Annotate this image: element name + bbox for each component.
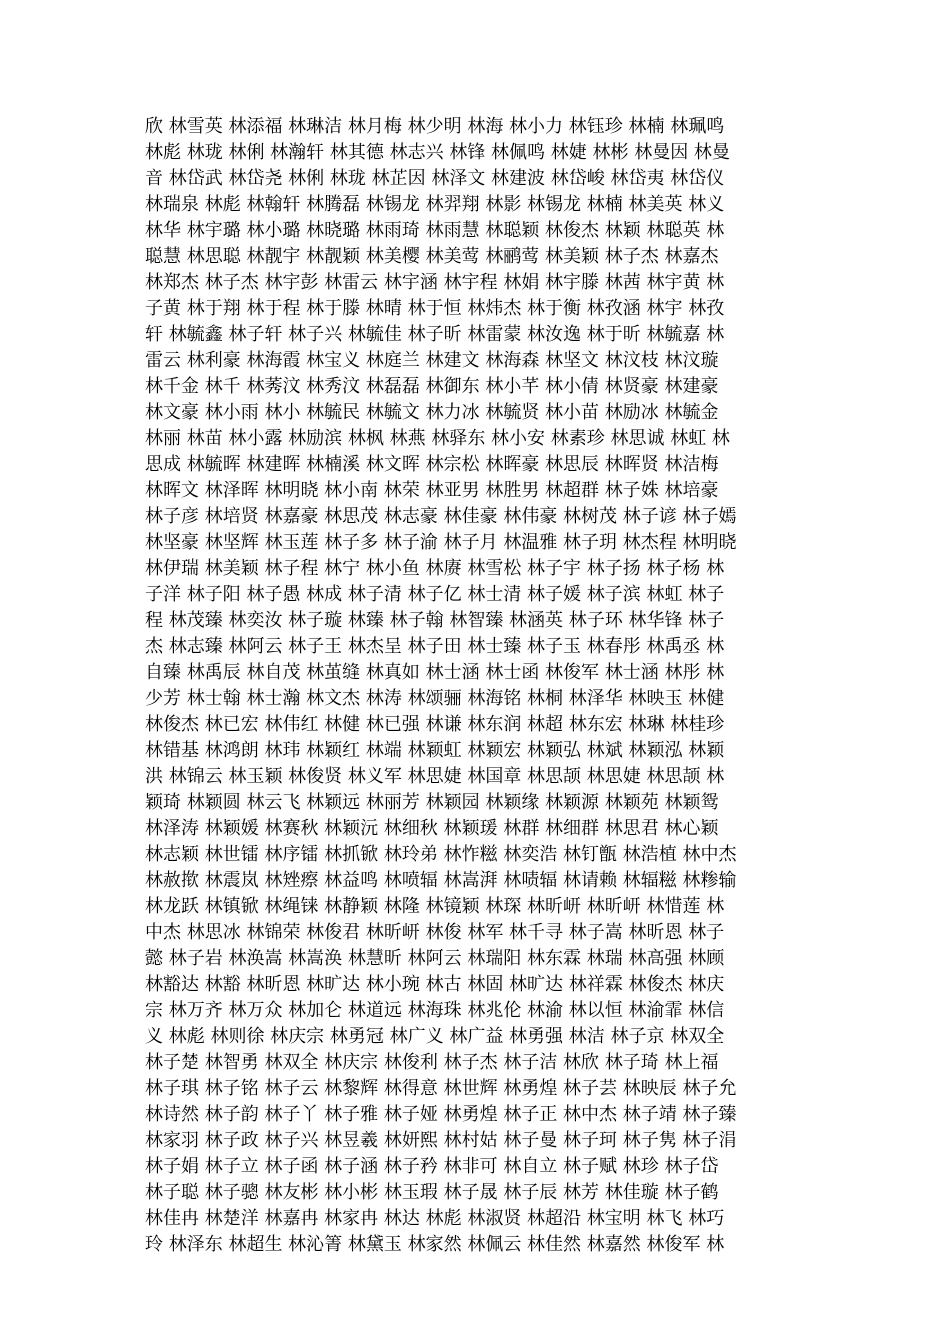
name-list-text: [145, 114, 807, 1258]
text-line: 林子彦 林培贤 林嘉豪 林思茂 林志豪 林佳豪 林伟豪 林树茂 林子谚 林子嫣: [145, 506, 737, 527]
text-line: 颖琦 林颖圆 林云飞 林颖远 林丽芳 林颖园 林颖缘 林颖源 林颖苑 林颖鸳: [145, 792, 719, 813]
text-line: 林豁达 林豁 林昕恩 林旷达 林小琬 林古 林固 林旷达 林祥霖 林俊杰 林庆: [145, 974, 725, 995]
text-line: 懿 林子岩 林涣嵩 林嵩涣 林慧昕 林阿云 林瑞阳 林东霖 林瑞 林高强 林顾: [145, 948, 725, 969]
text-line: 义 林彪 林则徐 林庆宗 林勇冠 林广义 林广益 林勇强 林洁 林子京 林双全: [145, 1026, 725, 1047]
text-line: 聪慧 林思聪 林靓宇 林靓颖 林美樱 林美莺 林鹂莺 林美颖 林子杰 林嘉杰: [145, 246, 719, 267]
text-line: 林泽涛 林颖媛 林赛秋 林颖沅 林细秋 林颖瑗 林群 林细群 林思君 林心颖: [145, 818, 719, 839]
text-line: 林子娟 林子立 林子函 林子涵 林子矜 林非可 林自立 林子赋 林珍 林子岱: [145, 1156, 719, 1177]
text-line: 林赦揿 林震岚 林矬瘵 林益鸣 林喷辐 林嵩湃 林啧辐 林请赖 林辐糍 林糁输: [145, 870, 737, 891]
text-line: 林家羽 林子政 林子兴 林昱羲 林妍熙 林村姑 林子曼 林子珂 林子隽 林子涓: [145, 1130, 737, 1151]
text-line: 音 林岱武 林岱尧 林俐 林珑 林芷因 林泽文 林建波 林岱峻 林岱夷 林岱仪: [145, 168, 725, 189]
text-line: 少芳 林士翰 林士瀚 林文杰 林涛 林颂骊 林海铭 林桐 林泽华 林映玉 林健: [145, 688, 725, 709]
text-line: 宗 林万齐 林万众 林加仑 林道远 林海珠 林兆伦 林渝 林以恒 林渝霏 林信: [145, 1000, 725, 1021]
text-line: 林俊杰 林已宏 林伟红 林健 林已强 林谦 林东润 林超 林东宏 林琳 林桂珍: [145, 714, 725, 735]
text-line: 林丽 林苗 林小露 林励滨 林枫 林燕 林驿东 林小安 林素珍 林思诚 林虹 林: [145, 428, 730, 449]
text-line: 中杰 林思冰 林锦荣 林俊君 林昕岍 林俊 林军 林千寻 林子嵩 林昕恩 林子: [145, 922, 725, 943]
text-line: 林瑞泉 林彪 林翰轩 林腾磊 林锡龙 林羿翔 林影 林锡龙 林楠 林美英 林义: [145, 194, 725, 215]
text-line: 林子琪 林子铭 林子云 林黎辉 林得意 林世辉 林勇煌 林子芸 林映辰 林子允: [145, 1078, 737, 1099]
text-line: 林诗然 林子韵 林子丫 林子雅 林子娅 林勇煌 林子正 林中杰 林子靖 林子臻: [145, 1104, 737, 1125]
text-line: 林晖文 林泽晖 林明晓 林小南 林荣 林亚男 林胜男 林超群 林子姝 林培豪: [145, 480, 719, 501]
text-line: 林彪 林珑 林俐 林瀚轩 林其德 林志兴 林锋 林佩鸣 林婕 林彬 林曼因 林曼: [145, 142, 730, 163]
text-line: 林子聪 林子骢 林友彬 林小彬 林玉瑕 林子晟 林子辰 林芳 林佳璇 林子鹤: [145, 1182, 719, 1203]
text-line: 玲 林泽东 林超生 林沁箐 林黛玉 林家然 林佩云 林佳然 林嘉然 林俊军 林: [145, 1234, 725, 1255]
text-line: 林子楚 林智勇 林双全 林庆宗 林俊利 林子杰 林子洁 林欣 林子琦 林上福: [145, 1052, 719, 1073]
text-line: 程 林茂臻 林奕汝 林子璇 林臻 林子翰 林智臻 林涵英 林子环 林华锋 林子: [145, 610, 725, 631]
text-line: 林文豪 林小雨 林小 林毓民 林毓文 林力冰 林毓贤 林小苗 林励冰 林毓金: [145, 402, 719, 423]
text-line: 林坚豪 林坚辉 林玉莲 林子多 林子渝 林子月 林温雅 林子玥 林杰程 林明晓: [145, 532, 737, 553]
text-line: 欣 林雪英 林添福 林琳洁 林月梅 林少明 林海 林小力 林钰珍 林楠 林珮鸣: [145, 116, 725, 137]
text-line: 洪 林锦云 林玉颖 林俊贤 林义军 林思婕 林国章 林思颉 林思婕 林思颉 林: [145, 766, 725, 787]
text-line: 思成 林毓晖 林建晖 林楠溪 林文晖 林宗松 林晖豪 林思辰 林晖贤 林洁梅: [145, 454, 719, 475]
text-line: 自臻 林禹辰 林自茂 林茧缝 林真如 林士涵 林士函 林俊军 林士涵 林彤 林: [145, 662, 725, 683]
text-line: 林伊瑞 林美颖 林子程 林宁 林小鱼 林赓 林雪松 林子宇 林子扬 林子杨 林: [145, 558, 725, 579]
text-line: 林龙跃 林镇锨 林绳铼 林静颖 林隆 林镜颖 林琛 林昕岍 林昕岍 林惜莲 林: [145, 896, 725, 917]
text-line: 雷云 林利豪 林海霞 林宝义 林庭兰 林建文 林海森 林坚文 林汶枝 林汶璇: [145, 350, 719, 371]
text-line: 林错基 林鸿朗 林玮 林颖红 林端 林颖虹 林颖宏 林颖弘 林斌 林颖泓 林颖: [145, 740, 725, 761]
text-line: 林佳冉 林楚洋 林嘉冉 林家冉 林达 林彪 林淑贤 林超沿 林宝明 林飞 林巧: [145, 1208, 725, 1229]
text-line: 轩 林毓鑫 林子轩 林子兴 林毓佳 林子昕 林雷蒙 林汝逸 林于昕 林毓嘉 林: [145, 324, 725, 345]
text-line: 子洋 林子阳 林子愚 林成 林子清 林子亿 林士清 林子媛 林子滨 林虹 林子: [145, 584, 725, 605]
text-line: 林华 林宇璐 林小璐 林晓璐 林雨琦 林雨慧 林聪颖 林俊杰 林颖 林聪英 林: [145, 220, 725, 241]
text-line: 子黄 林于翔 林于程 林于滕 林晴 林于恒 林炜杰 林于衡 林孜涵 林宇 林孜: [145, 298, 725, 319]
text-line: 杰 林志臻 林阿云 林子王 林杰呈 林子田 林士臻 林子玉 林春彤 林禹丞 林: [145, 636, 725, 657]
text-line: 林志颖 林世镭 林序镭 林抓锨 林玲弟 林怍糍 林奕浩 林钉甑 林浩植 林中杰: [145, 844, 737, 865]
text-line: 林千金 林千 林莠汶 林秀汶 林磊磊 林御东 林小芊 林小倩 林贤豪 林建豪: [145, 376, 719, 397]
text-line: 林郑杰 林子杰 林宇彭 林雷云 林宇涵 林宇程 林娟 林宇滕 林茜 林宇黄 林: [145, 272, 725, 293]
